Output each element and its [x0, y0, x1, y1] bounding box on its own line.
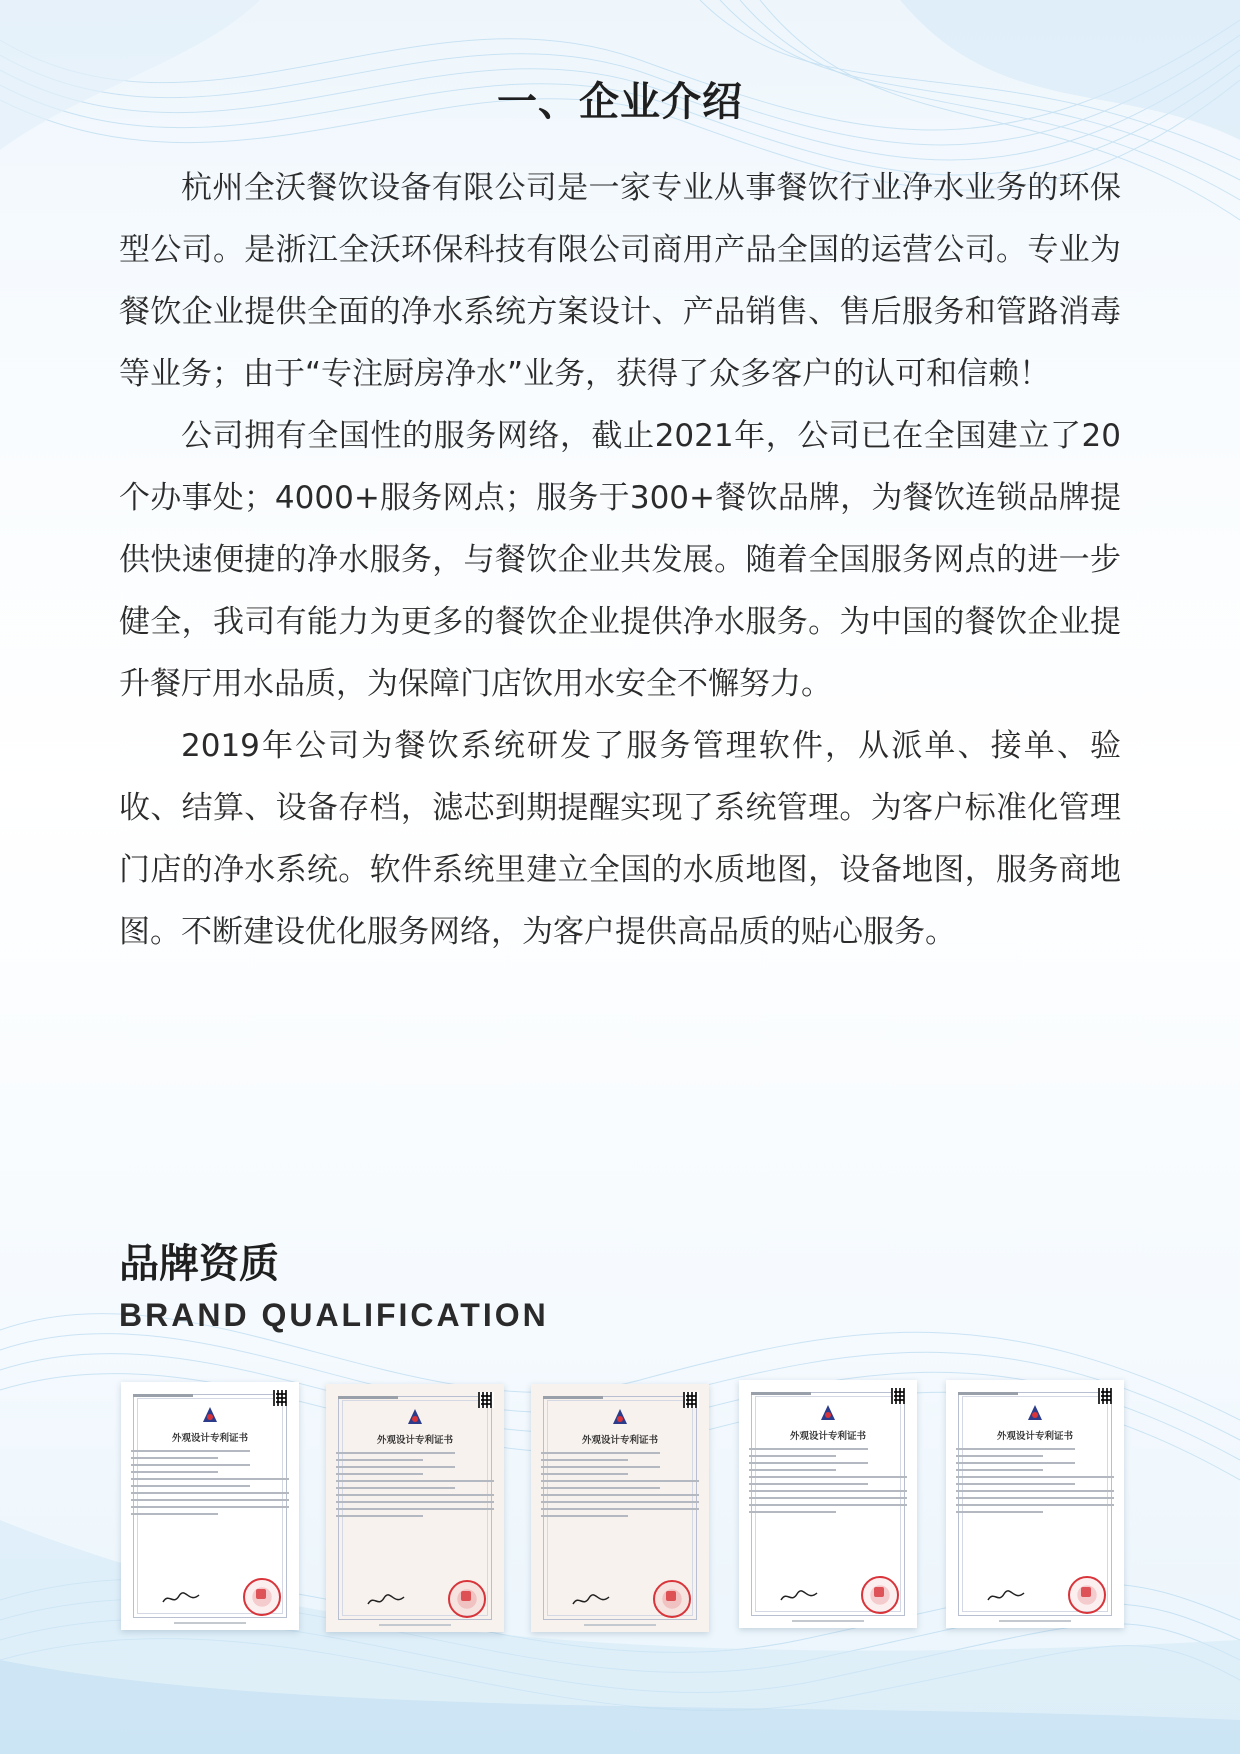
signature-icon	[779, 1590, 819, 1604]
qr-code-icon	[891, 1388, 907, 1404]
qr-code-icon	[273, 1390, 289, 1406]
red-seal-icon	[653, 1580, 691, 1618]
certificate-image	[946, 1380, 1124, 1628]
qr-code-icon	[478, 1392, 494, 1408]
red-seal-icon	[243, 1578, 281, 1616]
signature-icon	[366, 1594, 406, 1608]
patent-office-logo-icon	[1024, 1402, 1046, 1424]
red-seal-icon	[1068, 1576, 1106, 1614]
signature-icon	[571, 1594, 611, 1608]
patent-office-logo-icon	[609, 1406, 631, 1428]
qr-code-icon	[683, 1392, 699, 1408]
intro-paragraph-3: 2019年公司为餐饮系统研发了服务管理软件，从派单、接单、验收、结算、设备存档，滤芯到期提醒实现了系统管理。为客户标准化管理门店的净水系统。软件系统里建立全国的水质地图，设备地图，服务商地图。不断建设优化服务网络，为客户提供高品质的贴心服务。	[119, 728, 1121, 950]
signature-icon	[161, 1592, 201, 1606]
patent-office-logo-icon	[817, 1402, 839, 1424]
certificate-image	[531, 1384, 709, 1632]
patent-office-logo-icon	[199, 1404, 221, 1426]
red-seal-icon	[861, 1576, 899, 1614]
brand-heading: 品牌资质	[119, 1241, 279, 1287]
certificate-title: 外观设计专利证书	[581, 1435, 658, 1446]
certificate-title: 外观设计专利证书	[171, 1433, 248, 1444]
patent-office-logo-icon	[404, 1406, 426, 1428]
certificate-image	[739, 1380, 917, 1628]
company-introduction	[119, 157, 1121, 963]
intro-paragraph-1: 杭州全沃餐饮设备有限公司是一家专业从事餐饮行业净水业务的环保型公司。是浙江全沃环保科技有限公司商用产品全国的运营公司。专业为餐饮企业提供全面的净水系统方案设计、产品销售、售后服务和管路消毒等业务；由于“专注厨房净水”业务，获得了众多客户的认可和信赖！	[119, 170, 1121, 392]
certificate-title: 外观设计专利证书	[996, 1431, 1073, 1442]
intro-paragraph-2: 公司拥有全国性的服务网络，截止2021年，公司已在全国建立了20个办事处；4000+服务网点；服务于300+餐饮品牌，为餐饮连锁品牌提供快速便捷的净水服务，与餐饮企业共发展。随着全国服务网点的进一步健全，我司有能力为更多的餐饮企业提供净水服务。为中国的餐饮企业提升餐厅用水品质，为保障门店饮用水安全不懈努力。	[119, 418, 1121, 702]
certificate-image	[121, 1382, 299, 1630]
certificate-gallery	[0, 1380, 1240, 1640]
certificate-image	[326, 1384, 504, 1632]
red-seal-icon	[448, 1580, 486, 1618]
certificate-title: 外观设计专利证书	[789, 1431, 866, 1442]
signature-icon	[986, 1590, 1026, 1604]
qr-code-icon	[1098, 1388, 1114, 1404]
page-title: 一、企业介绍	[497, 79, 743, 125]
brand-subheading: BRAND QUALIFICATION	[119, 1297, 549, 1333]
certificate-title: 外观设计专利证书	[376, 1435, 453, 1446]
